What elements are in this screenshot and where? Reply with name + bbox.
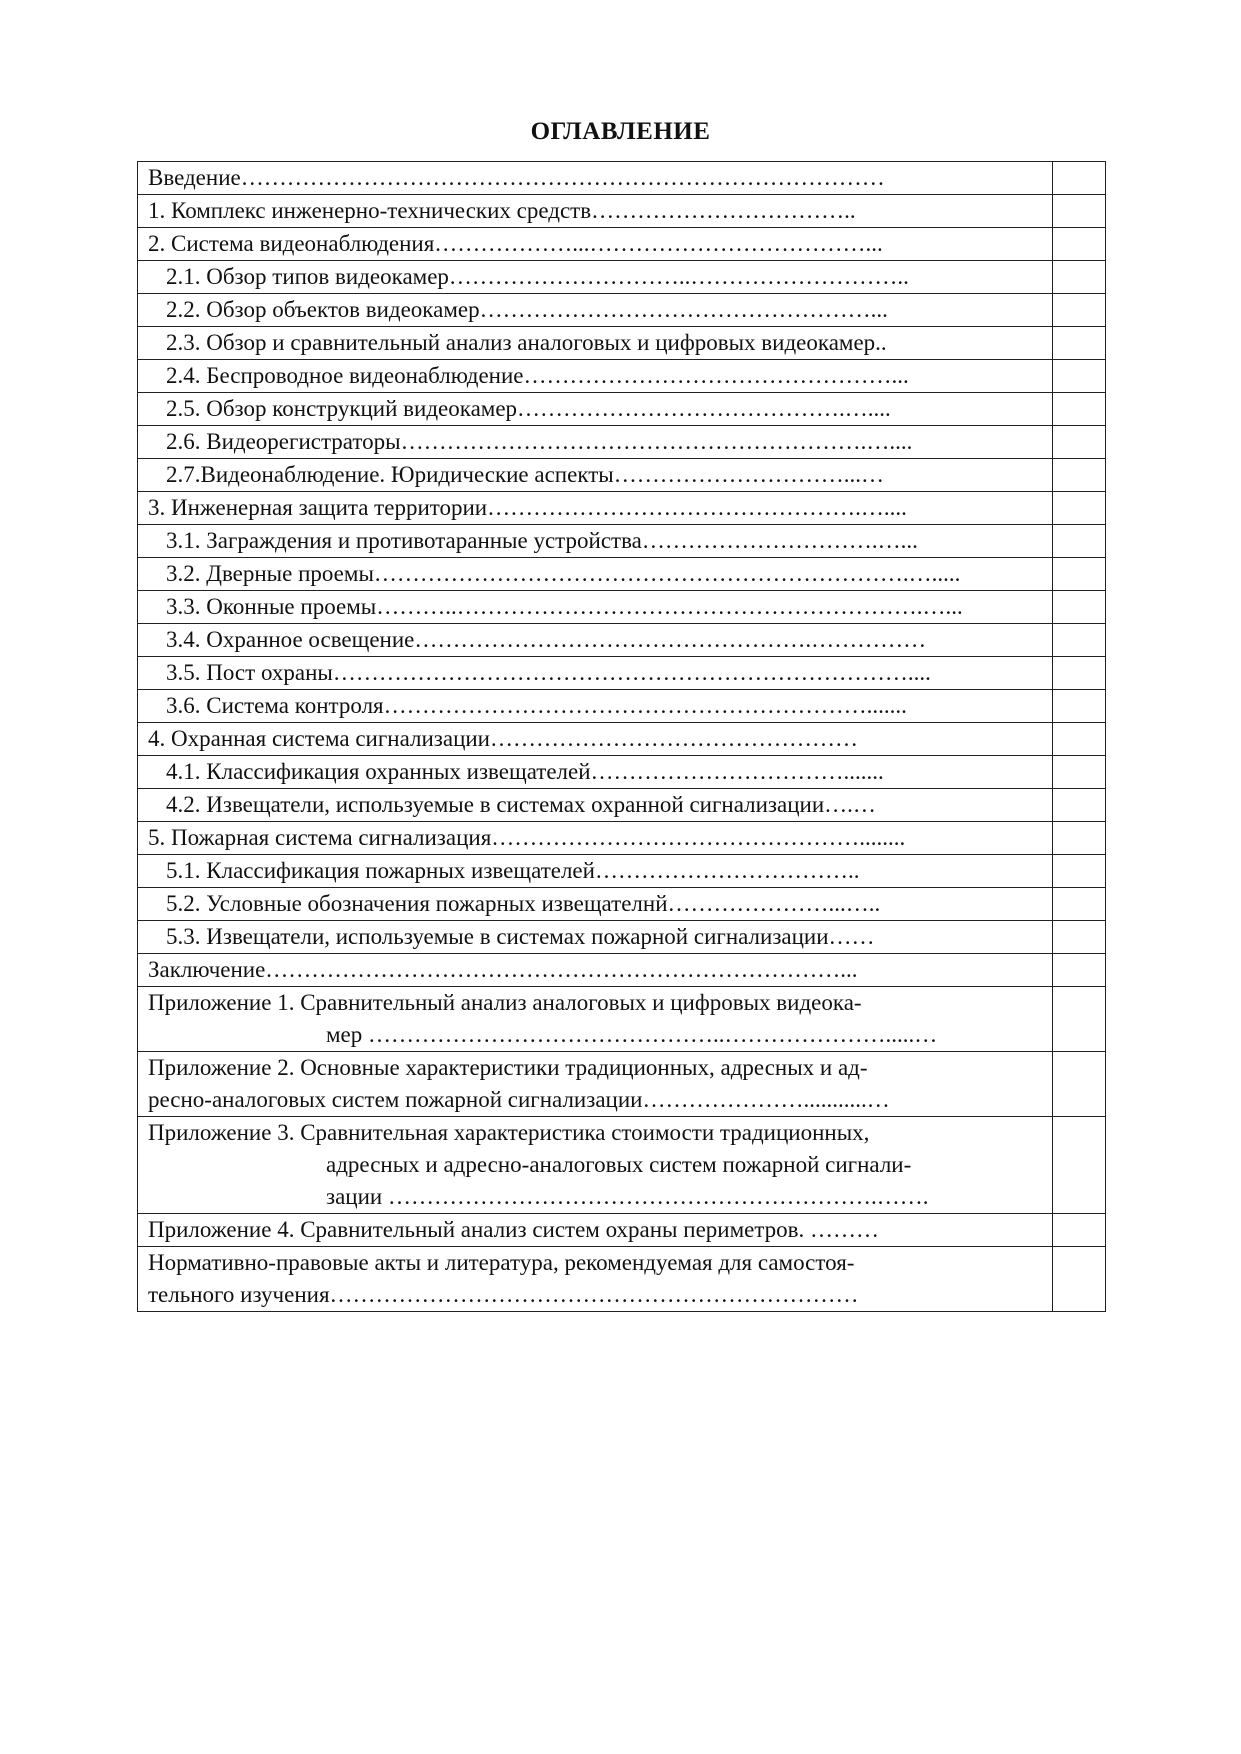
toc-row [138,360,1106,393]
toc-row [138,459,1106,492]
toc-row [138,855,1106,888]
appendix-line: Приложение 2. Основные характеристики традиционных, адресных и ад- [148,1055,868,1080]
toc-page-cell [1053,327,1106,360]
toc-page-cell [1053,954,1106,987]
toc-row-appendix [138,987,1106,1052]
toc-entry-text: 5.3. Извещатели, используемые в системах пожарной сигнализации…… [138,921,1053,954]
toc-page-cell [1053,591,1106,624]
toc-row [138,393,1106,426]
toc-row [138,426,1106,459]
toc-entry-text: Заключение…………………………………………………………………... [138,954,1053,987]
toc-row [138,690,1106,723]
toc-page-cell [1053,558,1106,591]
toc-entry-text: 2.2. Обзор объектов видеокамер……………………………………………... [138,294,1053,327]
toc-page-cell [1053,756,1106,789]
toc-entry-text: 2.4. Беспроводное видеонаблюдение…………………………………………... [138,360,1053,393]
toc-entry-text: Введение………………………………………………………………………… [138,162,1053,195]
toc-row [138,624,1106,657]
appendix-line: ресно-аналоговых систем пожарной сигнализации…………………...........… [148,1087,890,1112]
toc-entry-text: 2.6. Видеорегистраторы…………………………………………………….….... [138,426,1053,459]
toc-page-cell [1053,1214,1106,1247]
toc-page-cell [1053,459,1106,492]
toc-page-cell [1053,228,1106,261]
toc-entry-text: 5.2. Условные обозначения пожарных извещателнй…………………...….. [138,888,1053,921]
toc-row [138,228,1106,261]
toc-page-cell [1053,393,1106,426]
toc-page-cell [1053,492,1106,525]
toc-page-cell [1053,888,1106,921]
toc-entry-text: 3.4. Охранное освещение…………………………………………….…………… [138,624,1053,657]
toc-row [138,558,1106,591]
toc-page-cell [1053,525,1106,558]
appendix-line: Нормативно-правовые акты и литература, рекомендуемая для самостоя- [148,1250,855,1275]
toc-entry-text: 5.1. Классификация пожарных извещателей…………………………….. [138,855,1053,888]
toc-entry-text: 3.5. Пост охраны………………………………………………………………….... [138,657,1053,690]
toc-page-cell [1053,624,1106,657]
toc-row [138,591,1106,624]
toc-row-appendix [138,1052,1106,1117]
appendix-line: адресных и адресно-аналоговых систем пожарной сигнали- [326,1152,912,1177]
toc-entry-text: 2.1. Обзор типов видеокамер…………………………..……………………….. [138,261,1053,294]
toc-row [138,294,1106,327]
toc-appendix-text: Приложение 4. Сравнительный анализ систем охраны периметров. ……… [138,1214,1053,1247]
toc-entry-text: 3.1. Заграждения и противотаранные устройства………………………….…... [138,525,1053,558]
appendix-line: Приложение 1. Сравнительный анализ аналоговых и цифровых видеока- [148,990,862,1015]
toc-row [138,162,1106,195]
toc-row [138,888,1106,921]
toc-appendix-text [138,1247,1053,1312]
toc-entry-text: 2.7.Видеонаблюдение. Юридические аспекты…………………………...… [138,459,1053,492]
toc-entry-text: 2. Система видеонаблюдения………………...………………………………... [138,228,1053,261]
toc-entry-text: 3.6. Система контроля………………………………………………………....... [138,690,1053,723]
toc-page-cell [1053,360,1106,393]
toc-page-cell [1053,294,1106,327]
toc-row [138,921,1106,954]
toc-row-appendix [138,1117,1106,1214]
toc-page-cell [1053,723,1106,756]
toc-row [138,195,1106,228]
toc-entry-text: 4.1. Классификация охранных извещателей……………………………....... [138,756,1053,789]
toc-entry-text: 2.5. Обзор конструкций видеокамер…………………………………….….... [138,393,1053,426]
toc-page-cell [1053,822,1106,855]
toc-row [138,789,1106,822]
toc-row [138,723,1106,756]
appendix-line: зации ……………………………………………………….……. [326,1184,929,1209]
toc-page-cell [1053,789,1106,822]
toc-row [138,327,1106,360]
toc-page-cell [1053,162,1106,195]
toc-entry-text: 4. Охранная система сигнализации………………………………………… [138,723,1053,756]
appendix-line: тельного изучения…………………………………………………………… [148,1282,859,1307]
toc-appendix-text [138,1052,1053,1117]
toc-page-cell [1053,987,1106,1052]
toc-title: ОГЛАВЛЕНИЕ [530,118,711,145]
toc-row [138,261,1106,294]
toc-appendix-text [138,1117,1053,1214]
toc-page-cell [1053,426,1106,459]
toc-row [138,954,1106,987]
toc-entry-text: 3.3. Оконные проемы………..…………………………………………………….…... [138,591,1053,624]
toc-entry-text: 2.3. Обзор и сравнительный анализ аналоговых и цифровых видеокамер.. [138,327,1053,360]
toc-entry-text: 4.2. Извещатели, используемые в системах охранной сигнализации….… [138,789,1053,822]
toc-row-appendix [138,1214,1106,1247]
appendix-line: мер ………………………………………..………………….....… [326,1022,938,1047]
toc-row [138,657,1106,690]
toc-page-cell [1053,1247,1106,1312]
toc-entry-text: 3.2. Дверные проемы…………………………………………………………….…..... [138,558,1053,591]
toc-page-cell [1053,921,1106,954]
toc-table [137,161,1106,1312]
toc-entry-text: 1. Комплекс инженерно-технических средств…………………………….. [138,195,1053,228]
toc-row [138,756,1106,789]
toc-appendix-text [138,987,1053,1052]
toc-page-cell [1053,1117,1106,1214]
toc-page-cell [1053,690,1106,723]
toc-row-appendix [138,1247,1106,1312]
toc-page-cell [1053,657,1106,690]
toc-row [138,492,1106,525]
appendix-line: Приложение 3. Сравнительная характеристика стоимости традиционных, [148,1120,870,1145]
toc-page-cell [1053,855,1106,888]
toc-entry-text: 3. Инженерная защита территории………………………………………….….... [138,492,1053,525]
toc-page-cell [1053,261,1106,294]
toc-page-cell [1053,1052,1106,1117]
toc-row [138,525,1106,558]
toc-row [138,822,1106,855]
toc-page-cell [1053,195,1106,228]
toc-entry-text: 5. Пожарная система сигнализация…………………………………………........ [138,822,1053,855]
